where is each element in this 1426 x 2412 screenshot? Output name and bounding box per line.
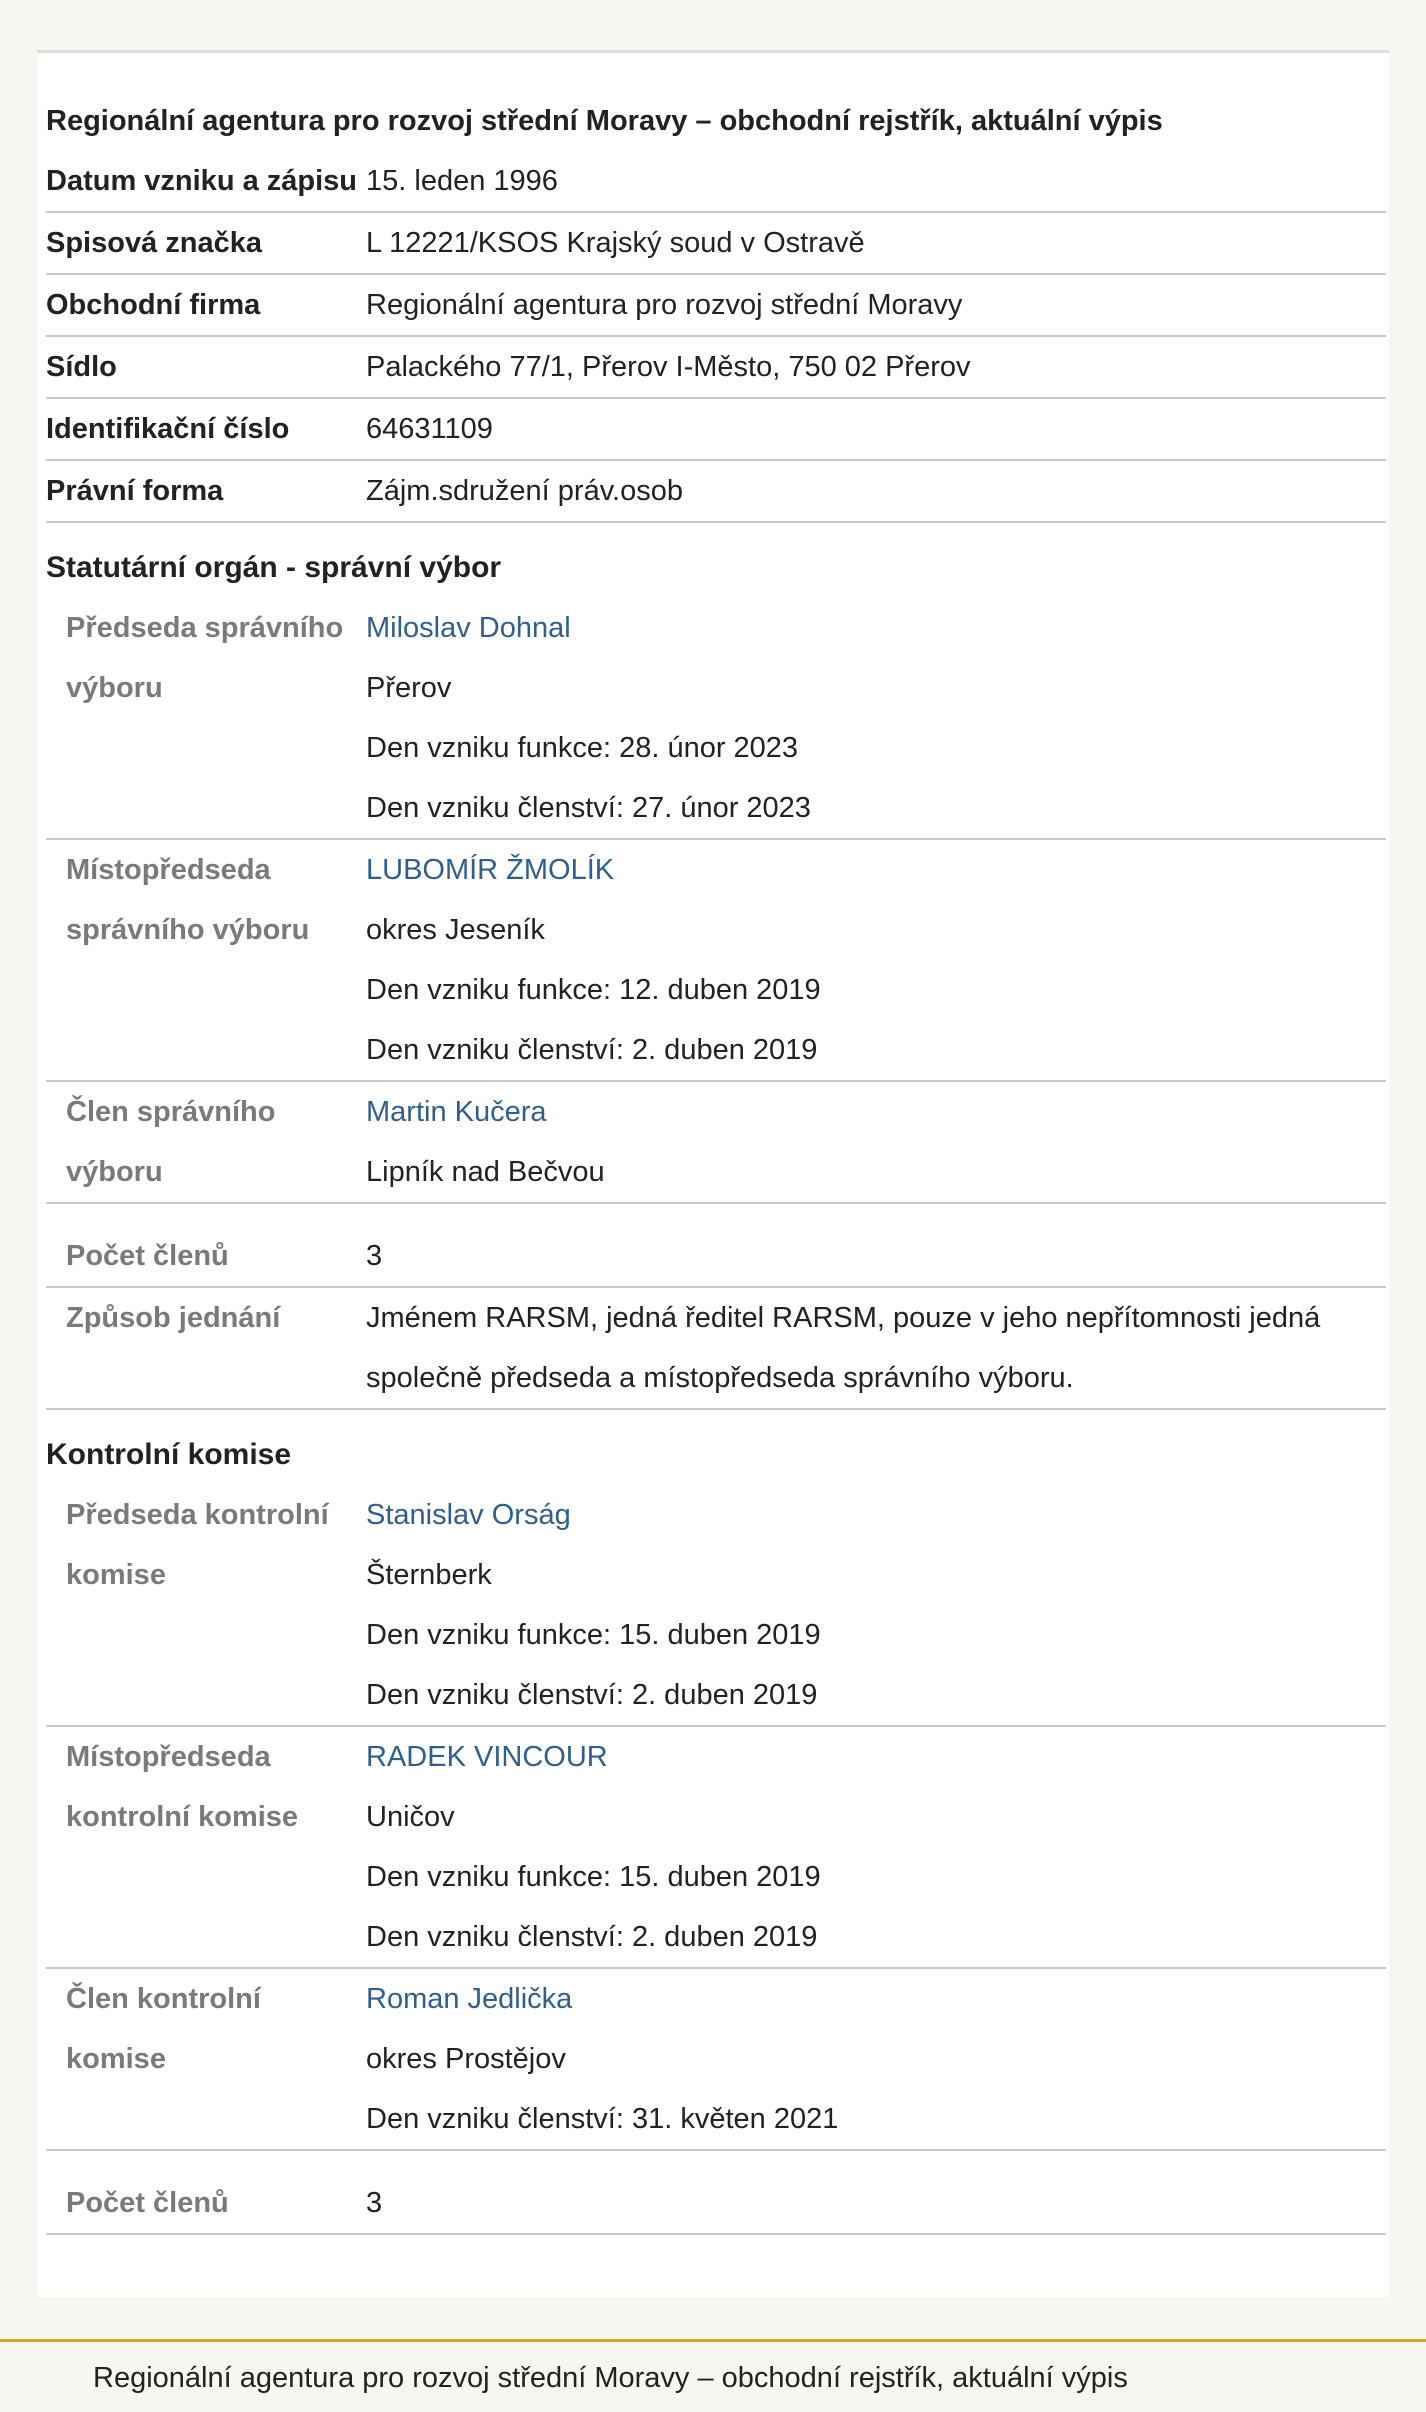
acting-value: Jménem RARSM, jedná ředitel RARSM, pouze v jeho nepřítomnosti jedná společně předseda a místopředseda správního výboru. (366, 1302, 1321, 1394)
info-value: Palackého 77/1, Přerov I-Město, 750 02 Přerov (366, 351, 971, 383)
info-value: Regionální agentura pro rozvoj střední Moravy (366, 289, 963, 321)
section-title-control: Kontrolní komise (46, 1438, 292, 1471)
member-details (366, 1485, 1386, 1725)
membership-start: Den vzniku členství: 2. duben 2019 (366, 1034, 818, 1066)
footer (0, 2339, 1426, 2412)
function-start: Den vzniku funkce: 15. duben 2019 (366, 1619, 821, 1651)
info-label: Datum vzniku a zápisu (46, 165, 358, 197)
function-start: Den vzniku funkce: 12. duben 2019 (366, 974, 821, 1006)
membership-start: Den vzniku členství: 27. únor 2023 (366, 792, 811, 824)
member-place: Uničov (366, 1801, 455, 1833)
member-name-link[interactable]: Martin Kučera (366, 1096, 547, 1128)
info-label: Obchodní firma (46, 289, 261, 321)
info-value: 15. leden 1996 (366, 165, 558, 197)
info-label: Právní forma (46, 475, 224, 507)
member-details (366, 1727, 1386, 1967)
function-start: Den vzniku funkce: 28. únor 2023 (366, 732, 799, 764)
member-row (46, 598, 1386, 840)
member-role: Předseda správního výboru (66, 612, 344, 704)
info-row-founded (46, 151, 1386, 213)
member-details (366, 840, 1386, 1080)
member-row (46, 1485, 1386, 1727)
section-title-statutory: Statutární orgán - správní výbor (46, 551, 502, 584)
info-row-seat (46, 337, 1386, 399)
member-count-row (46, 2151, 1386, 2235)
member-name-link[interactable]: RADEK VINCOUR (366, 1741, 608, 1773)
member-place: okres Jeseník (366, 914, 545, 946)
member-place: Šternberk (366, 1559, 492, 1591)
info-row-file-number (46, 213, 1386, 275)
info-row-legal-form (46, 461, 1386, 523)
info-row-id-number (46, 399, 1386, 461)
member-count-label: Počet členů (66, 1240, 229, 1272)
member-role: Místopředseda správního výboru (66, 854, 310, 946)
info-label: Sídlo (46, 351, 117, 383)
member-details (366, 1082, 1386, 1202)
info-value: L 12221/KSOS Krajský soud v Ostravě (366, 227, 865, 259)
member-count-label: Počet členů (66, 2187, 229, 2219)
member-place: okres Prostějov (366, 2043, 566, 2075)
info-value: Zájm.sdružení práv.osob (366, 475, 683, 507)
member-place: Přerov (366, 672, 452, 704)
member-row (46, 1727, 1386, 1969)
member-count-row (46, 1204, 1386, 1288)
membership-start: Den vzniku členství: 2. duben 2019 (366, 1679, 818, 1711)
member-row (46, 840, 1386, 1082)
member-name-link[interactable]: LUBOMÍR ŽMOLÍK (366, 854, 615, 886)
member-row (46, 1082, 1386, 1204)
membership-start: Den vzniku členství: 31. květen 2021 (366, 2103, 839, 2135)
member-role: Místopředseda kontrolní komise (66, 1741, 299, 1833)
document-title: Regionální agentura pro rozvoj střední Moravy – obchodní rejstřík, aktuální výpis (46, 105, 1163, 137)
member-role: Předseda kontrolní komise (66, 1499, 329, 1591)
member-name-link[interactable]: Roman Jedlička (366, 1983, 573, 2015)
info-label: Identifikační číslo (46, 413, 290, 445)
member-name-link[interactable]: Stanislav Orság (366, 1499, 571, 1531)
member-role: Člen správního výboru (66, 1096, 276, 1188)
info-value: 64631109 (366, 413, 493, 445)
register-extract-card (37, 50, 1389, 2297)
acting-row (46, 1288, 1386, 1410)
member-details (366, 598, 1386, 838)
function-start: Den vzniku funkce: 15. duben 2019 (366, 1861, 821, 1893)
member-name-link[interactable]: Miloslav Dohnal (366, 612, 571, 644)
member-count-value: 3 (366, 2187, 383, 2219)
info-label: Spisová značka (46, 227, 262, 259)
member-place: Lipník nad Bečvou (366, 1156, 605, 1188)
member-details (366, 1969, 1386, 2149)
membership-start: Den vzniku členství: 2. duben 2019 (366, 1921, 818, 1953)
info-row-company-name (46, 275, 1386, 337)
member-count-value: 3 (366, 1240, 383, 1272)
footer-text: Regionální agentura pro rozvoj střední Moravy – obchodní rejstřík, aktuální výpis (93, 2362, 1128, 2394)
acting-label: Způsob jednání (66, 1302, 281, 1334)
member-row (46, 1969, 1386, 2151)
member-role: Člen kontrolní komise (66, 1983, 261, 2075)
